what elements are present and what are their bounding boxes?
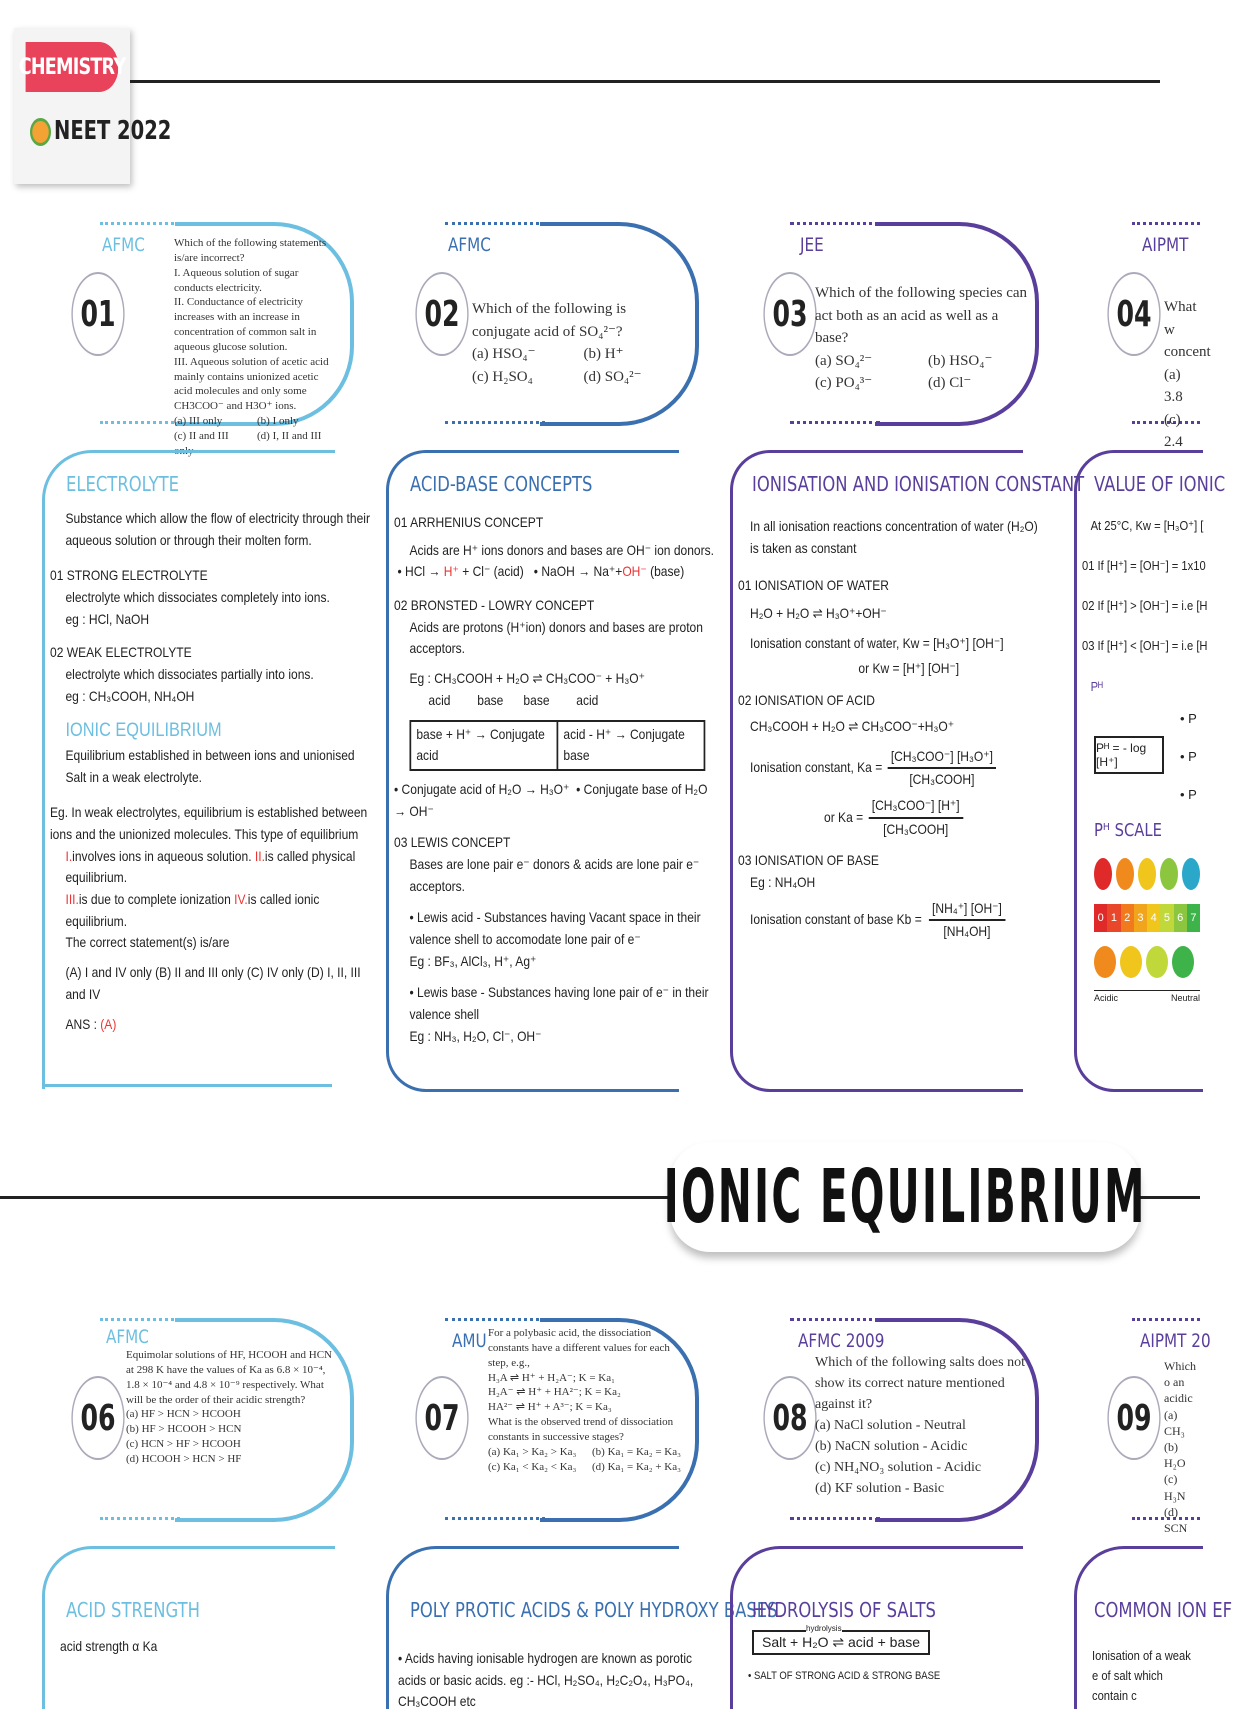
q02-source: AFMC (448, 234, 491, 256)
subject-badge (14, 28, 172, 184)
electrolyte-title: ELECTROLYTE (66, 472, 179, 496)
q01-text: Which of the following statements is/are incorrect? I. Aqueous solution of sugar conducts electricity. II. Conductance of electricity increases with an increase in concentration of common salt in aqueous glucose solution. III. Aqueous solution of acetic acid mainly contains unionized acetic acid molecules and only some CH3COO⁻ and H3O⁺ ions. (a) III only (b) I only (c) II and III only (d) I, II and III (174, 237, 329, 457)
q01-number: 01 (71, 272, 124, 356)
ph-drop-red (1094, 858, 1112, 890)
acidbase-body: 01 ARRHENIUS CONCEPT Acids are H⁺ ions donors and bases are OH⁻ ion donors. • HCl → H⁺ + Cl⁻ (acid) • NaOH → Na⁺+OH⁻ (base) 02 BRONSTED - LOWRY CONCEPT Acids are protons (H⁺ion) donors and bases are proton acceptors. Eg : CH₃COOH + H₂O ⇌ CH₃COO⁻ + H₃O⁺ acid base base acid base + H⁺ → Conjugate acid acid - H⁺ → Conjugate base • Conjugate acid of H₂O → H₃O⁺ • Conjugate base of H₂O → OH⁻ 03 LEWIS CONCEPT Bases are lone pair e⁻ donors & acids are lone pair e⁻ acceptors. • Lewis acid - Substances having Vacant space in their valence shell to accomodate lone pair of e⁻ Eg : BF₃, AlCl₃, H⁺, Ag⁺ • Lewis base - Substances having lone pair of e⁻ in their valence shell Eg : NH₃, H₂O, Cl⁻, OH⁻ (394, 514, 714, 1044)
poly-title: POLY PROTIC ACIDS & POLY HYDROXY BASES (410, 1598, 778, 1622)
q09-source: AIPMT 20 (1140, 1330, 1211, 1352)
q02-number: 02 (415, 272, 468, 356)
acidbase-title: ACID-BASE CONCEPTS (410, 472, 593, 496)
ionisation-title: IONISATION AND IONISATION CONSTANT (752, 472, 1085, 496)
ph-drop-orange-2 (1094, 946, 1116, 978)
q03-text: Which of the following species can act both as an acid as well as a base? (a) SO₄²⁻ (b) HSO₄⁻ (c) PO₄³⁻ (d) Cl⁻ (815, 285, 1028, 391)
acid-strength-title: ACID STRENGTH (66, 1598, 200, 1622)
q03-source: JEE (800, 234, 824, 256)
electrolyte-card-bottom (42, 1084, 332, 1087)
hydrolysis-title: HYDROLYSIS OF SALTS (752, 1598, 936, 1622)
ph-drop-green (1160, 858, 1178, 890)
q06-number: 06 (71, 1376, 124, 1460)
acid-strength-card (42, 1546, 335, 1709)
ph-drop-yellow-2 (1120, 946, 1142, 978)
header-divider (130, 80, 1160, 83)
conjugate-box: base + H⁺ → Conjugate acid acid - H⁺ → Conjugate base (409, 720, 705, 771)
common-ion-text: Ionisation of a weak e of salt which contain c (1092, 1648, 1191, 1704)
q08-source: AFMC 2009 (798, 1330, 885, 1352)
ph-drop-green-2 (1172, 946, 1194, 978)
q04-text: What w concent (a) 3.8 (c) 2.4 (1164, 299, 1211, 450)
q03-number: 03 (763, 272, 816, 356)
ph-bullets: • P • P • P (1180, 711, 1197, 802)
answer: (A) (100, 1015, 117, 1032)
acid-strength-text: acid strength α Ka (60, 1638, 158, 1654)
ionisation-body: In all ionisation reactions concentration of water (H₂O) is taken as constant 01 IONISATION OF WATER H₂O + H₂O ⇌ H₃O⁺+OH⁻ Ionisation constant of water, Kw = [H₃O⁺] [OH⁻] or Kw = [H⁺] [OH⁻] 02 IONISATION OF ACID CH₃COOH + H₂O ⇌ CH₃COO⁻+H₃O⁺ Ionisation constant, Ka = [CH₃COO⁻] [H₃O⁺] [CH₃COOH] or Ka = [CH₃COO⁻] [H⁺] [CH₃COOH] 03 IONISATION OF BASE Eg : NH₄OH Ionisation constant of base Kb = $\frac{\text{[NH₄⁺] [OH⁻]}}{\text{[NH₄OH]}}$ (738, 518, 1038, 940)
q08-text: Which of the following salts does not show its correct nature mentioned against it? (a) NaCl solution - Neutral (b) NaCN solution - Acidic (c) NH₄NO₃ solution - Acidic (d) KF solution - Basic (815, 1355, 1025, 1496)
ph-drop-lime-2 (1146, 946, 1168, 978)
ph-drop-orange (1116, 858, 1134, 890)
common-ion-title: COMMON ION EF (1094, 1598, 1233, 1622)
q09-text: Which o an acidic (a) CH₃ (b) H₂O (c) H₃N (d) SCN (1164, 1359, 1196, 1535)
q04-number: 04 (1107, 272, 1160, 356)
poly-text: • Acids having ionisable hydrogen are known as porotic acids or basic acids. eg :- HCl, H₂SO₄, H₂C₂O₄, H₃PO₄, CH₃COOH etc (398, 1650, 694, 1710)
q06-text: Equimolar solutions of HF, HCOOH and HCN at 298 K have the values of Ka as 6.8 × 10⁻⁴, 1.8 × 10⁻⁴ and 4.8 × 10⁻⁹ respectively. What will be the order of their acidic strength? (a) HF > HCN > HCOOH (b) HF > HCOOH > HCN (c) HCN > HF > HCOOH (d) HCOOH > HCN > HF (126, 1349, 332, 1465)
page-title-box (663, 1142, 1147, 1252)
hydrolysis-box: Salt + H₂O ⇌ acid + base hydrolysis (752, 1630, 930, 1655)
ph-formula-box: Pᴴ = - log [H⁺] (1094, 736, 1164, 774)
q07-number: 07 (415, 1376, 468, 1460)
q07-text: For a polybasic acid, the dissociation constants have a different values for each step, e.g., H₃A ⇌ H⁺ + H₂A⁻; K = Ka₁ H₂A⁻ ⇌ H⁺ + HA²⁻; K = Ka₂ HA²⁻ ⇌ H⁺ + A³⁻; K = Ka₃ What is the observed trend of dissociation constants in successive stages? (a) Ka₁ > Ka₂ > Ka₃ (b) Ka₁ = Ka₂ = Ka₃ (c) Ka₁ < Ka₂ < Ka₃ (d) Ka₁ = Ka₂ + Ka₃ (488, 1327, 681, 1473)
electrolyte-body: Substance which allow the flow of electricity through their aqueous solution or through their molten form. 01 STRONG ELECTROLYTE electrolyte which dissociates completely into ions. eg : HCl, NaOH 02 WEAK ELECTROLYTE electrolyte which dissociates partially into ions. eg : CH₃COOH, NH₄OH IONIC EQUILIBRIUM Equilibrium established in between ions and unionised Salt in a weak electrolyte. Eg. In weak electrolytes, equilibrium is established between ions and the unionized molecules. This type of equilibrium I.involves ions in aqueous solution. II.is called physical equilibrium. III.is due to complete ionization IV.is called ionic equilibrium. The correct statement(s) is/are (A) I and IV only (B) II and III only (C) IV only (D) I, II, III and IV ANS : (A) (50, 510, 370, 1032)
ph-scale: 0 1 2 3 4 5 6 7 Acidic Neutral (1094, 858, 1200, 1038)
q01-source: AFMC (102, 234, 145, 256)
ionic-value-body: At 25°C, Kw = [H₃O⁺] [ 01 If [H⁺] = [OH⁻] = 1x10 02 If [H⁺] > [OH⁻] = i.e [H 03 If [H⁺] < [OH⁻] = i.e [H Pᴴ (1082, 518, 1208, 694)
q02-text: Which of the following is conjugate acid of SO₄²⁻? (a) HSO₄⁻ (b) H⁺ (c) H₂SO₄ (d) SO₄²⁻ (472, 301, 642, 385)
check-icon (30, 118, 51, 146)
ph-drop-blue (1182, 858, 1200, 890)
hydrolysis-text: • SALT OF STRONG ACID & STRONG BASE (748, 1670, 941, 1682)
q07-source: AMU (452, 1330, 487, 1352)
q04-source: AIPMT (1142, 234, 1189, 256)
q09-number: 09 (1107, 1376, 1160, 1460)
ph-drop-yellow (1138, 858, 1156, 890)
subject-label: CHEMISTRY (26, 42, 119, 92)
exam-label: NEET 2022 (30, 116, 171, 146)
ph-number-bar: 0 1 2 3 4 5 6 7 (1094, 904, 1200, 932)
q06-source: AFMC (106, 1326, 149, 1348)
ionic-value-title: VALUE OF IONIC (1094, 472, 1226, 496)
q08-number: 08 (763, 1376, 816, 1460)
ph-scale-title: Pᴴ SCALE (1094, 820, 1162, 841)
page-title: IONIC EQUILIBRIUM (663, 1154, 1147, 1240)
